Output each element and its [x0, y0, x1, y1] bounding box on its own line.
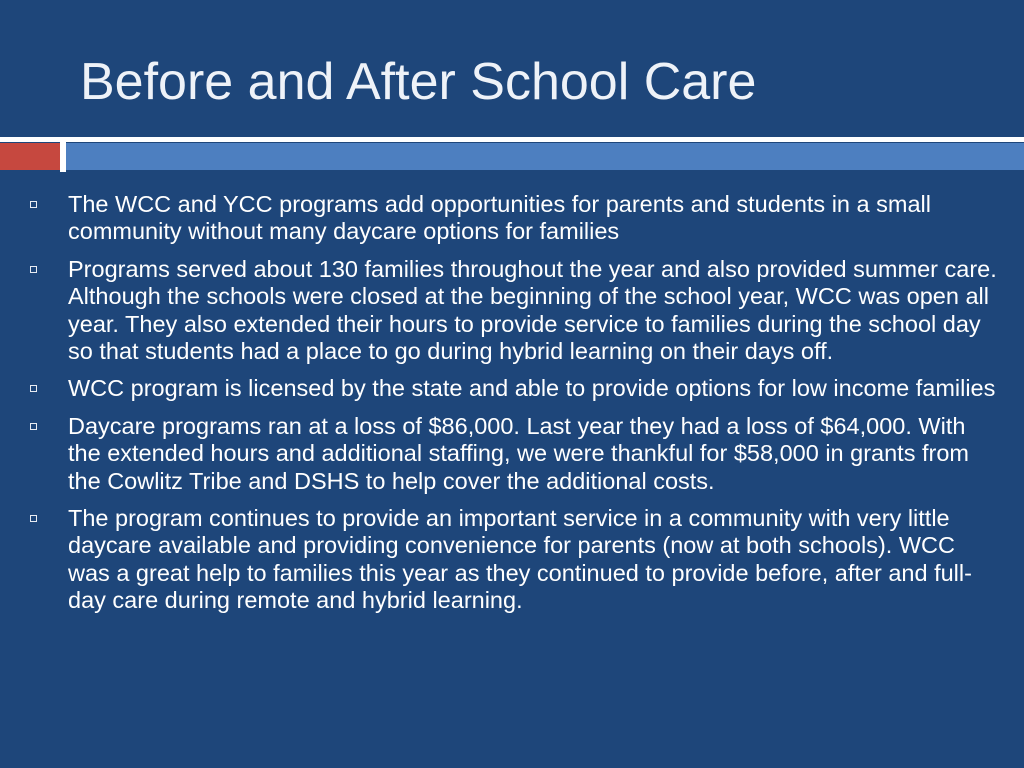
bullet-text: WCC program is licensed by the state and able to provide options for low income families [68, 375, 996, 402]
bullet-text: Daycare programs ran at a loss of $86,000. Last year they had a loss of $64,000. With the extended hours and additional staffing, we were thankful for $58,000 in grants from the Cowlitz Tribe and DSHS to help cover the additional costs. [68, 412, 969, 494]
square-bullet-icon [30, 385, 37, 392]
bullet-item-2 [30, 256, 1000, 366]
bullet-text: The program continues to provide an important service in a community with very little daycare available and providing convenience for parents (now at both schools). WCC was a great help to families this year as they continued to provide before, after and full-day care during remote and hybrid learning. [68, 505, 972, 614]
bullet-text: Programs served about 130 families throughout the year and also provided summer care. Although the schools were closed at the beginning of the school year, WCC was open all year. They also extended their hours to provide service to families during the school day so that students had a place to go during hybrid learning on their days off. [68, 255, 997, 365]
accent-bar-red [0, 143, 60, 170]
square-bullet-icon [30, 201, 37, 208]
bullet-text: The WCC and YCC programs add opportunities for parents and students in a small community without many daycare options for families [68, 191, 931, 245]
title-divider-line [0, 137, 1024, 142]
bullet-item-5 [30, 505, 1000, 615]
square-bullet-icon [30, 515, 37, 522]
bullet-item-3 [30, 375, 1000, 402]
square-bullet-icon [30, 423, 37, 430]
square-bullet-icon [30, 266, 37, 273]
bullet-item-4 [30, 413, 1000, 495]
slide-title: Before and After School Care [80, 53, 757, 111]
bullet-list [30, 191, 1000, 625]
accent-bar-blue [66, 143, 1024, 170]
bullet-item-1 [30, 191, 1000, 246]
